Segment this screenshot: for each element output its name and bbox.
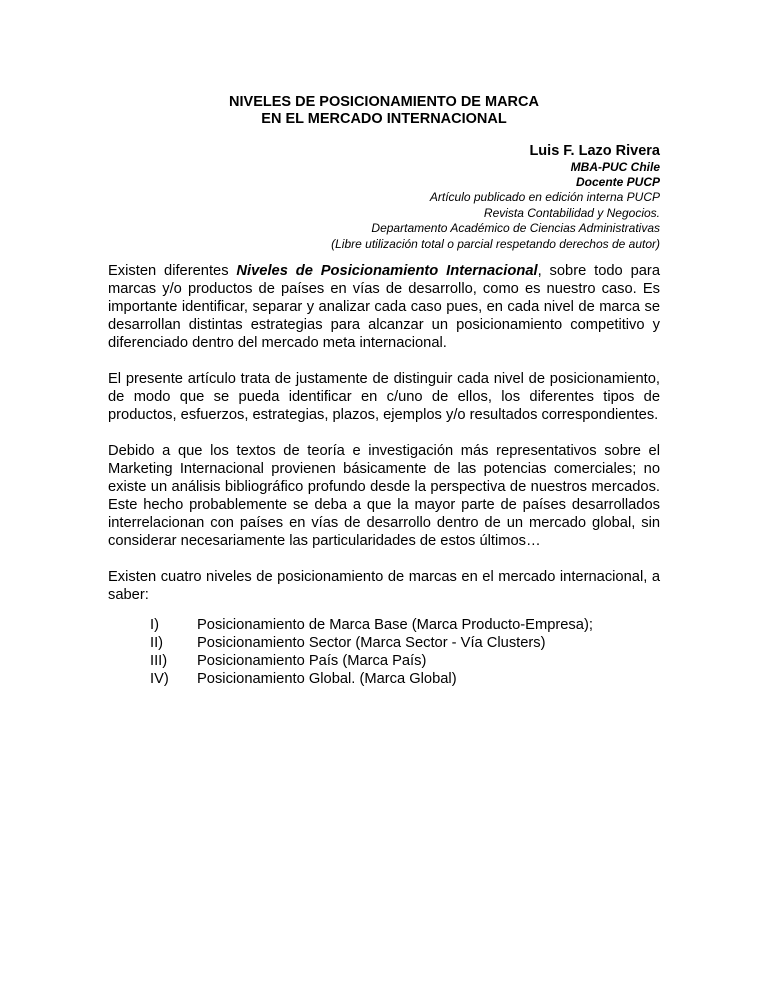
paragraph-1-end: , sobre todo para marcas y/o productos de países en vías de desarrollo, como es nuestro caso. Es importante identificar, separar y analizar cada caso pues, en cada nivel de marca se desarrollan distintas estrategias para alcanzar un posicionamiento competitivo y diferenciado dentro del mercado meta internacional.	[108, 263, 660, 351]
list-item-text: Posicionamiento Global. (Marca Global)	[197, 671, 457, 687]
author-block	[331, 142, 660, 252]
article-body	[108, 262, 660, 688]
list-item	[150, 670, 660, 688]
paragraph-1-emphasis: Niveles de Posicionamiento Internacional	[236, 263, 538, 279]
list-item	[150, 652, 660, 670]
list-item	[150, 616, 660, 634]
paragraph-4: Existen cuatro niveles de posicionamiento de marcas en el mercado internacional, a saber:	[108, 569, 660, 603]
list-item-number: I)	[150, 617, 159, 633]
list-item-number: III)	[150, 653, 168, 669]
list-item-text: Posicionamiento de Marca Base (Marca Producto-Empresa);	[197, 617, 593, 633]
list-item-text: Posicionamiento Sector (Marca Sector - Vía Clusters)	[197, 635, 546, 651]
author-name: Luis F. Lazo Rivera	[529, 143, 660, 159]
list-item	[150, 634, 660, 652]
paragraph-3: Debido a que los textos de teoría e investigación más representativos sobre el Marketing Internacional provienen básicamente de las potencias comerciales; no existe un análisis bibliográfico profundo desde la perspectiva de nuestros mercados. Este hecho probablemente se deba a que la mayor parte de países desarrollados interrelacionan con países en vías de desarrollo dentro de un mercado global, sin considerar necesariamente las particularidades de estos últimos…	[108, 443, 660, 549]
publication-line-4: (Libre utilización total o parcial respetando derechos de autor)	[331, 236, 660, 251]
paragraph-2: El presente artículo trata de justamente de distinguir cada nivel de posicionamiento, de modo que se pueda identificar en c/uno de ellos, los diferentes tipos de productos, esfuerzos, estrategias, plazos, ejemplos y/o resultados correspondientes.	[108, 371, 660, 423]
list-item-number: II)	[150, 635, 164, 651]
title-line-2: EN EL MERCADO INTERNACIONAL	[261, 111, 507, 127]
title-line-1: NIVELES DE POSICIONAMIENTO DE MARCA	[229, 94, 539, 110]
publication-line-1: Artículo publicado en edición interna PUCP	[429, 190, 660, 204]
publication-line-3: Departamento Académico de Ciencias Administrativas	[371, 221, 660, 235]
paragraph-1-start: Existen diferentes	[108, 263, 237, 279]
author-affiliation-2: Docente PUCP	[575, 175, 660, 189]
levels-list	[108, 616, 660, 688]
list-item-text: Posicionamiento País (Marca País)	[197, 653, 427, 669]
publication-line-2: Revista Contabilidad y Negocios.	[483, 205, 660, 220]
author-affiliation-1: MBA-PUC Chile	[570, 160, 660, 174]
list-item-number: IV)	[150, 671, 169, 687]
document-title	[110, 94, 658, 128]
paragraph-1	[108, 262, 660, 352]
